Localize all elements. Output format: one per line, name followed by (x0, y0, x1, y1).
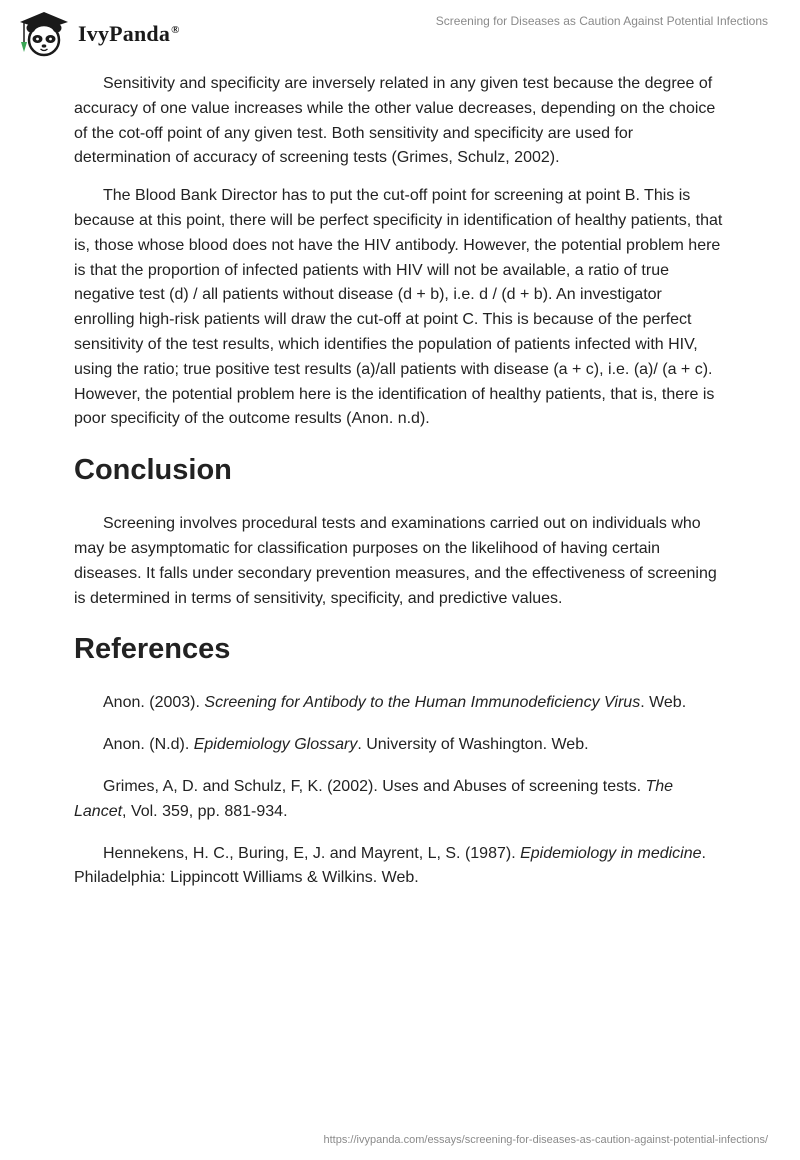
registered-mark: ® (171, 23, 180, 36)
reference-text: . Web. (640, 694, 687, 712)
body-paragraph: Sensitivity and specificity are inversely related in any given test because the degree of accuracy of one value increases while the other value decreases, depending on the choice of the cot-off point of any given test. Both sensitivity and specificity are used for determination of accuracy of screening tests (Grimes, Schulz, 2002). (74, 75, 716, 167)
essay-body (74, 72, 724, 908)
reference-title: The Lancet (74, 777, 674, 820)
document-title: Screening for Diseases as Caution Against Potential Infections (435, 14, 768, 28)
reference-text: Grimes, A, D. and Schulz, F, K. (2002). Uses and Abuses of screening tests. (103, 777, 646, 795)
page-header (0, 0, 800, 60)
reference-item (74, 842, 724, 892)
conclusion-paragraph: Screening involves procedural tests and examinations carried out on individuals who may be asymptomatic for classification purposes on the likelihood of having certain diseases. It falls under secondary prevention measures, and the effectiveness of screening is determined in terms of sensitivity, specificity, and predictive values. (74, 515, 717, 607)
reference-item (74, 775, 724, 825)
brand-name (78, 21, 180, 47)
reference-text: Anon. (N.d). (103, 736, 194, 754)
body-paragraph: The Blood Bank Director has to put the cut-off point for screening at point B. This is because at this point, there will be perfect specificity in identification of healthy patients, that is, those whose blood does not have the HIV antibody. However, the potential problem here is that the proportion of infected patients with HIV will not be available, a ratio of true negative test (d) / all patients without disease (d + b), i.e. d / (d + b). An investigator enrolling high-risk patients will draw the cut-off at point C. This is because of the perfect sensitivity of the test results, which identifies the population of patients infected with HIV, using the ratio; true positive test results (a)/all patients with disease (a + c), i.e. (a)/ (a + c). However, the potential problem here is the identification of healthy patients, that is, there is poor specificity of the outcome results (Anon. n.d). (74, 187, 723, 428)
brand-text: IvyPanda (78, 21, 171, 46)
references-heading: References (74, 633, 231, 666)
reference-title: Epidemiology in medicine (520, 844, 702, 862)
reference-title: Screening for Antibody to the Human Immunodeficiency Virus (204, 694, 641, 712)
reference-text: . University of Washington. Web. (357, 736, 589, 754)
source-url[interactable]: https://ivypanda.com/essays/screening-for-diseases-as-caution-against-potential-infections/ (323, 1134, 768, 1146)
reference-text: , Vol. 359, pp. 881-934. (122, 802, 288, 820)
reference-text: Anon. (2003). (103, 694, 205, 712)
ivypanda-logo[interactable] (14, 8, 180, 58)
reference-text: . Philadelphia: Lippincott Williams & Wilkins. Web. (74, 844, 706, 887)
reference-text: Hennekens, H. C., Buring, E, J. and Mayrent, L, S. (1987). (103, 844, 521, 862)
reference-title: Epidemiology Glossary (193, 736, 358, 754)
reference-item (74, 733, 724, 758)
panda-graduate-icon (14, 8, 72, 58)
reference-item (74, 691, 724, 716)
conclusion-heading: Conclusion (74, 454, 232, 487)
